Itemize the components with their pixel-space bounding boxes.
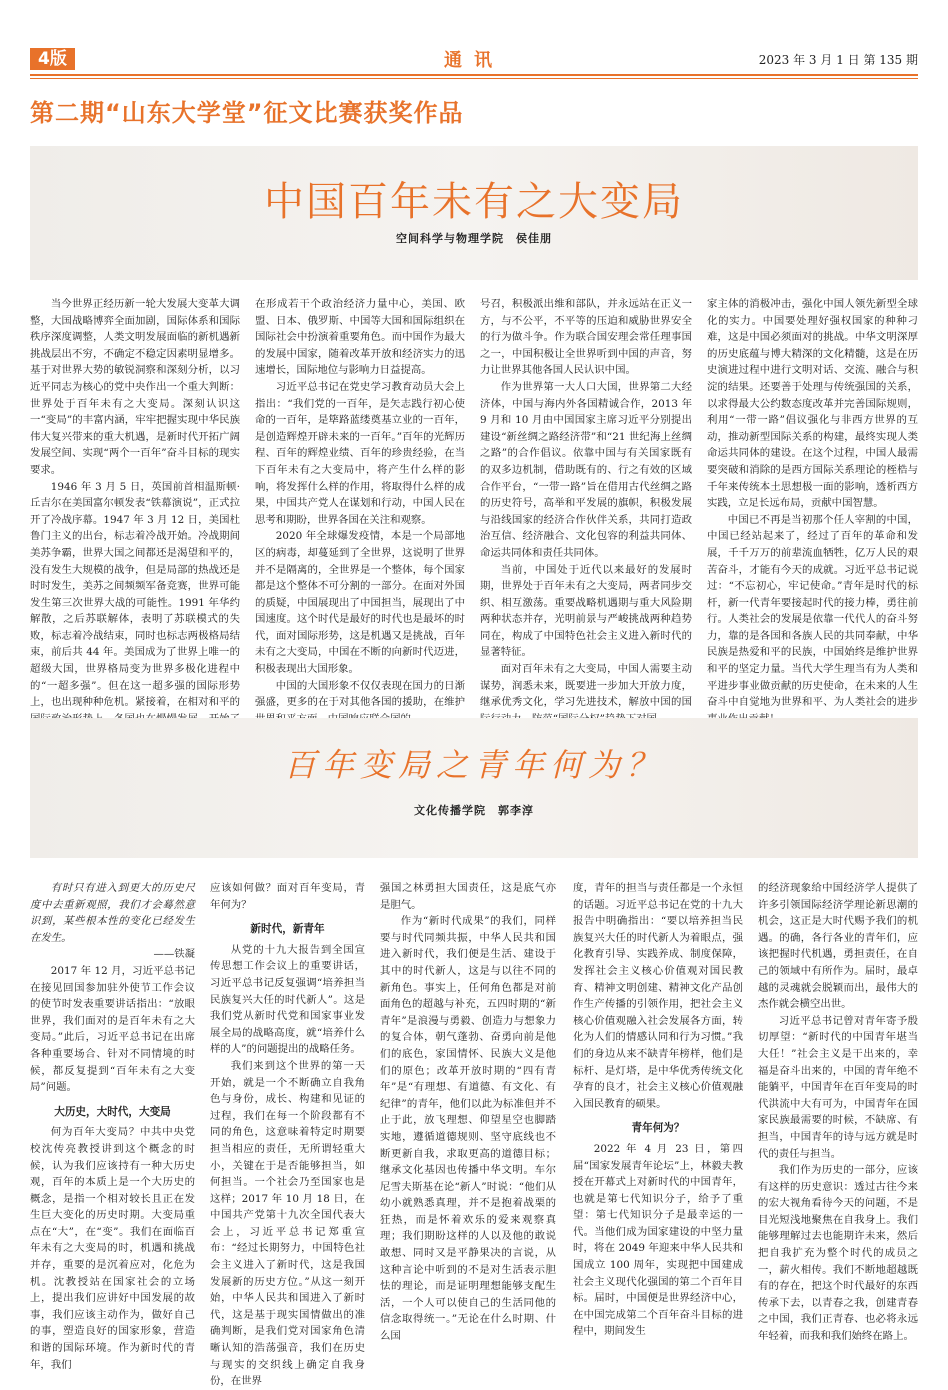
page-number-badge: 4版	[30, 48, 75, 70]
paragraph: 习近平总书记曾对青年寄予殷切厚望：“新时代的中国青年堪当大任！”社会主义是干出来的，幸福是奋斗出来的，中国的青年绝不能躺平，中国青年在百年变局的时代洪流中大有可为，中国青年在国家民族最需要的时候，不缺席、有担当，中国青年的诗与远方就是时代的责任与担当。	[758, 1014, 918, 1160]
article1-title: 中国百年未有之大变局	[264, 179, 684, 225]
paragraph: 2020 年全球爆发疫情，本是一个局部地区的病毒，却蔓延到了全世界，这说明了世界并不是隔离的，全世界是一个整体，每个国家都是这个整体不可分割的一部分。在面对外国的质疑，中国展现出了中国担当，展现出了中国速度。这个时代是最好的时代也是最坏的时代，面对国际形势，这是机遇又是挑战，百年未有之大变局，中国在不断的向新时代迈进，积极表现出大国形象。	[255, 530, 465, 676]
masthead-rule-thin	[30, 78, 918, 79]
paragraph: 2022 年 4 月 23 日，第四届“国家发展青年论坛”上，林毅夫教授在开幕式上对新时代的中国青年，也就是第七代知识分子，给予了重望：第七代知识分子是最幸运的一代。当他们成为国家建设的中坚力量时，将在 2049 年迎来中华人民共和国成立 100 周年，实现把中国建成社会主义现代化强国的第二个百年目标。届时，中国便是世界经济中心，在中国完成第二个百年奋斗目标的进程中，期间发生	[573, 1142, 743, 1338]
subheading: 青年何为？	[631, 1122, 685, 1135]
paragraph: 作为“新时代成果”的我们，同样要与时代同频共振，中华人民共和国进入新时代，我们便是生活、建设于其中的时代新人，这是与以往不同的新角色。事实上，任何角色都是对前面角色的超越与补充，五四时期的“新青年”是浪漫与勇毅、创造力与想象力的复合体，朝气蓬勃、奋勇向前是他们的底色，家国情怀、民族大义是他们的原色；改革开放时期的“四有青年”是“有理想、有道德、有文化、有纪律”的青年，他们以此为标准但并不止于此，放飞理想、仰望星空也脚踏实地，遵循道德规则、坚守底线也不断更新自我，求取更高的道德目标；继承文化基因也传播中华文明。车尔尼雪夫斯基在论“新人”时说：“他们从幼小就熟悉真理，并不是抱着战栗的狂热，而是怀着欢乐的爱来观察真理；我们期盼这样的人以及他的敢说敢想、同时又是平静果决的言说，从这种言论中听到的不是对生活表示胆怯的理论，而是证明理想能够支配生活，一个人可以使自己的生活同他的信念取得统一。”无论在什么时期、什么国	[380, 915, 556, 1343]
paragraph: 在形成若干个政治经济力量中心，美国、欧盟、日本、俄罗斯、中国等大国和国际组织在国际社会中扮演着重要角色。而中国作为最大的发展中国家，随着改革开放和经济实力的迅速增长，国际地位与影响力日益提高。	[255, 298, 465, 377]
article1-column-4	[707, 296, 918, 709]
paragraph: 何为百年大变局？中共中央党校沈传亮教授讲到这个概念的时候，认为我们应该持有一种大历史观，百年的本质上是一个大历史的概念，是指一个相对较长且正在发生巨大变化的历史时期。大变局重点在“大”，在“变”。我们在面临百年未有之大变局的时，机遇和挑战并存，重要的是沉着应对，化危为机。沈教授站在国家社会的立场上，提出我们应讲好中国发展的故事，我们应该主动作为，做好自己的事，塑造良好的国家形象，营造和谐的国际环境。作为新时代的青年，我们	[30, 1126, 195, 1371]
page-title: 第二期“山东大学堂”征文比赛获奖作品	[30, 99, 464, 127]
paragraph: 度，青年的担当与责任都是一个永恒的话题。习近平总书记在党的十九大报告中明确指出：“要以培养担当民族复兴大任的时代新人为着眼点，强化教育引导、实践养成、制度保障，发挥社会主义核心价值观对国民教育、精神文明创建、精神文化产品创作生产传播的引领作用，把社会主义核心价值观融入社会发展各方面，转化为人们的情感认同和行为习惯。”我们的身边从来不缺青年榜样，他们是标杆、是灯塔，是中华优秀传统文化孕育的良才，社会主义核心价值观融入国民教育的硕果。	[573, 882, 743, 1110]
paragraph: 强国之林勇担大国责任，这是底气亦是胆气。	[380, 882, 556, 911]
article2-column-1	[30, 880, 195, 1371]
epigraph-source: ——铁凝	[153, 948, 195, 961]
paragraph: 家主体的消极冲击，强化中国人领先新型全球化的实力。中国要处理好强权国家的种种刁难，这是中国必须面对的挑战。中华文明深厚的历史底蕴与博大精深的文化精髓，这是在历史演进过程中进行文明对话、交流、融合与积淀的结果。还要善于处理与传统强国的关系，以求得最大公约数态度改革并完善国际规则，利用“一带一路”倡议强化与非西方世界的互动，推动新型国际关系的构建，最终实现人类命运共同体的建设。在这个过程，中国人最需要突破和消除的是西方国际关系理论的桎梏与千年来传统本土思想极一面的影响，透析西方实践，立足长远布局，贡献中国智慧。	[707, 298, 918, 510]
article2-column-3	[380, 880, 556, 1360]
paragraph: 从党的十九大报告到全国宣传思想工作会议上的重要讲话，习近平总书记反复强调“培养担当民族复兴大任的时代新人”。这是我们党从新时代党和国家事业发展全局的战略高度，就“培养什么样的人”的问题提出的战略任务。	[210, 943, 365, 1056]
article2-title: 百年变局之青年何为？	[283, 746, 664, 784]
paragraph: 面对百年未有之大变局，中国人需要主动谋势，润悉未来，既要进一步加大开放力度，继承优秀文化，学习先进技术，解放中国的国	[480, 663, 692, 709]
paragraph: 中国已不再是当初那个任人宰割的中国，中国已经站起来了，经过了百年的革命和发展，千千万万的前辈流血牺牲，亿万人民的艰苦奋斗，才能有今天的成就。习近平总书记说过：“不忘初心，牢记使命。”青年是时代的标杆，新一代青年要接起时代的接力棒，勇往前行。人类社会的发展是依靠一代代人的奋斗努力，靠的是各国和各族人民的共同奉献，中华民族是热爱和平的民族，中国始终是维护世界和平的坚定力量。当代大学生理当有为人类和平进步事业做贡献的历史使命，在未来的人生奋斗中自觉地为世界和平、为人类社会的进步	[707, 513, 918, 709]
paragraph: 习近平总书记在党史学习教育动员大会上指出：“我们党的一百年，是矢志践行初心使命的一百年，是筚路蓝缕奠基立业的一百年，是创造辉煌开辟未来的一百年。”百年的光辉历程、百年的辉煌业绩、百年的珍贵经验，在当下百年未有之大变局中，将产生什么样的影响，将发挥什么样的作用，将取得什么样的成果，中国共产党人在谋划和行动，中国人民在思考和期盼，世界各国在关注和观察。	[255, 380, 465, 526]
article1-byline: 空间科学与物理学院 侯佳朋	[396, 232, 552, 245]
article1-column-3	[480, 296, 692, 709]
subheading: 新时代，新青年	[250, 923, 325, 936]
issue-date: 2023 年 3 月 1 日 第 135 期	[758, 53, 918, 67]
paragraph: 的经济现象给中国经济学人提供了许多引领国际经济学理论新思潮的机会，这正是大时代赐予我们的机遇。的确，各行各业的青年们，应该把握时代机遇，勇担责任，在自己的领域中有所作为。届时，最卓越的灵魂就会脱颖而出，最伟大的杰作就会横空出世。	[758, 882, 918, 1011]
article2-column-5	[758, 880, 918, 1360]
article2-column-2	[210, 880, 365, 1388]
article1-column-2	[255, 296, 465, 709]
masthead-rule	[30, 74, 918, 76]
paragraph: 当今世界正经历新一轮大发展大变革大调整，大国战略博弈全面加剧，国际体系和国际秩序深度调整，人类文明发展面临的新机遇新挑战层出不穷，不确定不稳定因素明显增多。基于对世界大势的敏锐洞察和深刻分析，以习近平同志为核心的党中央作出一个重大判断：世界处于百年未有之大变局。深刻认识这一“变局”的丰富内涵，牢牢把握实现中华民族伟大复兴带来的重大机遇，是新时代开拓广阔发展空间、实现“两个一百年”奋斗目标的现实要求。	[30, 298, 240, 476]
masthead	[30, 46, 918, 74]
paragraph: 作为世界第一大人口大国，世界第二大经济体，中国与海内外各国精诚合作，2013 年 9 月和 10 月由中国国家主席习近平分别提出建设“新丝绸之路经济带”和“21 世纪海上丝绸之路”的合作倡议。依靠中国与有关国家既有的双多边机制，借助既有的、行之有效的区域合作平台，“一带一路”旨在借用古代丝绸之路的历史符号，高举和平发展的旗帜，积极发展与沿线国家的经济合作伙伴关系，共同打造政治互信、经济融合、文化包容的利益共同体、命运共同体和责任共同体。	[480, 380, 692, 559]
paragraph: 我们作为历史的一部分，应该有这样的历史意识：透过古往今来的宏大视角看待今天的问题，不是目光短浅地聚焦在自我身上。我们能够理解过去也能期许未来，然后把自我扩充为整个时代的成员之一，薪火相传。我们不断地超越既有的存在，把这个时代最好的东西传承下去，以青春之我，创建青春之中国，我们正青春、也必将永远年轻着，而我和我们始终在路上。	[758, 1164, 918, 1343]
paragraph: 当前，中国处于近代以来最好的发展时期，世界处于百年未有之大变局，两者同步交织、相互激荡。重要战略机遇期与重大风险期两种状态并存，光明前景与严峻挑战两种趋势同在，构成了中国特色社会主义进入新时代的显著特征。	[480, 563, 692, 659]
paragraph: 应该如何做？面对百年变局，青年何为？	[210, 882, 365, 911]
paragraph: 号召，积极派出维和部队，并永远站在正义一方，与不公平，不平等的压迫和威胁世界安全的行为做斗争。作为联合国安理会常任理事国之一，中国积极让全世界听到中国的声音，努力让世界其他各国人民认识中国。	[480, 298, 692, 377]
paragraph: 1946 年 3 月 5 日，英国前首相温斯顿·丘吉尔在美国富尔顿发表“铁幕演说”，正式拉开了冷战序幕。1947 年 3 月 12 日，美国杜鲁门主义的出台，标志着冷战开始。冷战期间美苏争霸，世界大国之间都还是渴望和平的，没有发生大规模的战争，但是局部的热战还是时时发生，美苏之间频频军备竞赛，世界可能发生第三次世界大战的可能性。1991 年华约解散，之后苏联解体，表明了苏联模式的失败，标志着冷战结束，同时也标志两极格局结束，前后共 44 年。美国成为了世界上唯一的超级大国，世界格局变为世界多极化进程中的“一超多强”。但在这一超多强的国际形势上，也出现种种危机。紧接着，在相对和平的	[30, 480, 240, 709]
paragraph: 2017 年 12 月，习近平总书记在接见回国参加驻外使节工作会议的使节时发表重要讲话指出：“放眼世界，我们面对的是百年未有之大变局。”此后，习近平总书记在出席各种重要场合、针对不同情境的时候，都反复提到“百年未有之大变局”问题。	[30, 964, 195, 1094]
article2-header	[30, 718, 918, 858]
paragraph: 我们来到这个世界的第一天开始，就是一个不断确立自我角色与身份，成长、构建和见证的过程，我们在每一个阶段都有不同的角色，这意味着特定时期要担当相应的责任，无所谓轻重大小，关键在于是否能够担当，如何担当。一个社会乃至国家也是这样；2017 年 10 月 18 日，在中国共产党第十九次全国代表大会上，习近平总书记郑重宣布：“经过长期努力，中国特色社会主义进入了新时代，这是我国发展新的历史方位。”从这一刻开始，中华人民共和国进入了新时代，这是基于现实国情做出的准确判断，是我们党对国家角色清晰认知的浩荡强音，我们在历史与现实的交织线上确定自我身份，在世界	[210, 1059, 365, 1388]
section-name: 通讯	[444, 50, 504, 71]
article1-column-1	[30, 296, 240, 709]
article1-header	[30, 146, 918, 280]
epigraph-quote: 有时只有进入到更大的历史尺度中去重新观照，我们才会蓦然意识到，某些根本性的变化已经发生在发生。	[30, 882, 195, 944]
paragraph: 中国的大国形象不仅仅表现在国力的日渐强盛，更多的在于对其他各国的援助，在维护	[255, 679, 465, 709]
subheading: 大历史，大时代，大变局	[54, 1105, 171, 1118]
article2-column-4	[573, 880, 743, 1360]
article2-byline: 文化传播学院 郭李淳	[414, 804, 534, 817]
